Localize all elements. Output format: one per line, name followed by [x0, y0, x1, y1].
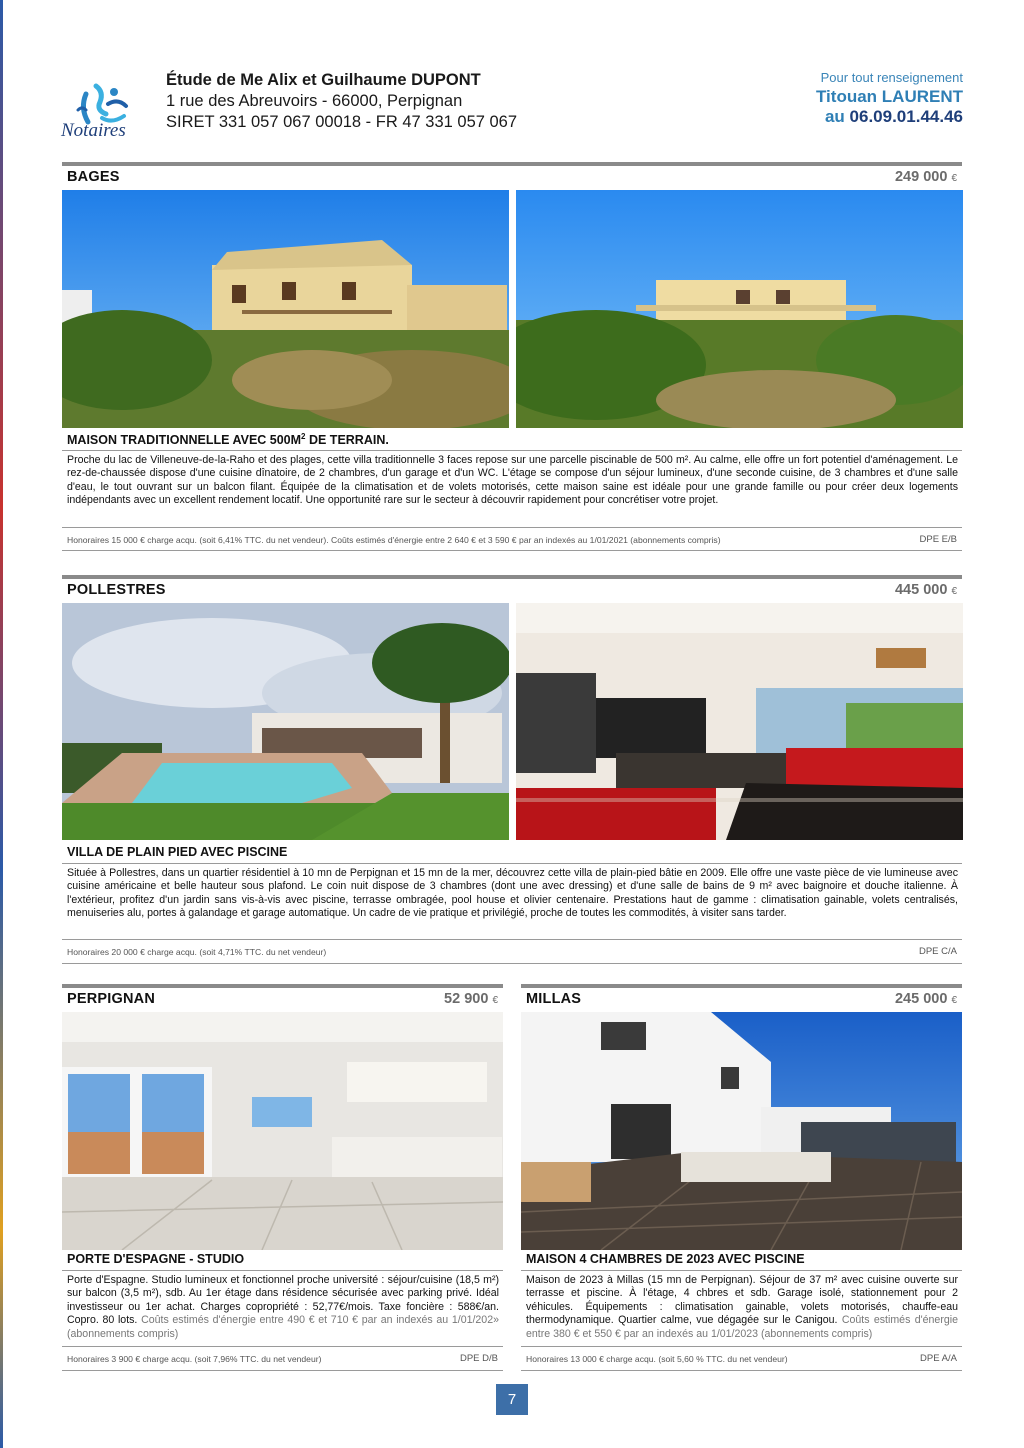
listing-description: Maison de 2023 à Millas (15 mn de Perpignan). Séjour de 37 m² avec cuisine ouverte sur terrasse et piscine. À l'étage, 4 chbres et sdb. Garage isolé, stationnement pour 2 véhicules. Équipements : climatisation gainable, volets motorisés, chauffe-eau thermodynamique. Quartier calme, vue dégagée sur le Canigou. Coûts estimés d'énergie entre 380 € et 550 € par an indexés au 1/01/2023 (abonnements compris)	[526, 1274, 958, 1340]
listing-dpe: DPE E/B	[919, 534, 957, 545]
page-number: 7	[496, 1384, 528, 1415]
office-name: Étude de Me Alix et Guilhaume DUPONT	[166, 71, 481, 89]
listing-pollestres	[62, 575, 962, 965]
listing-city: POLLESTRES	[67, 582, 166, 598]
listing-header-bar	[62, 162, 962, 188]
listing-city: MILLAS	[526, 991, 582, 1007]
page-edge-strip	[0, 0, 3, 1448]
listing-description: Située à Pollestres, dans un quartier résidentiel à 10 mn de Perpignan et 15 mn de la mer, découvrez cette villa de plain-pied bâtie en 2009. Elle offre une vaste pièce de vie lumineuse avec cuisine américaine et belle hauteur sous plafond. Le coin nuit dispose de 3 chambres (dont une avec dressing) et d'une salle de bains de 9 m² avec baignoire et douche italienne. À l'extérieur, profitez d'un jardin sans vis-à-vis avec piscine, terrasse ombragée, pool house et olivier centenaire. Prestations haut de gamme : climatisation gainable, volets centralisés, menuiseries alu, portes à galandage et garage automatique. Un cadre de vie pratique et privilégié, proche de toutes les commodités, à visiter sans tarder.	[67, 867, 958, 920]
property-photo	[516, 603, 963, 840]
listing-title: PORTE D'ESPAGNE - STUDIO	[67, 1252, 245, 1266]
listing-title: MAISON TRADITIONNELLE AVEC $500M^2$ DE TERRAIN.	[67, 432, 389, 448]
title-divider	[62, 1270, 503, 1271]
property-photo	[521, 1012, 962, 1250]
bottom-divider	[62, 550, 962, 551]
listing-city: BAGES	[67, 169, 120, 185]
listing-price: 445 000 €	[894, 582, 957, 598]
listing-city: PERPIGNAN	[67, 991, 156, 1007]
desc-divider	[521, 1346, 962, 1347]
office-info	[166, 70, 517, 133]
contact-box	[816, 70, 963, 127]
bottom-divider	[62, 1370, 503, 1371]
listing-bages	[62, 162, 962, 552]
listing-price: 245 000 €	[894, 991, 957, 1007]
listing-header-bar	[521, 984, 962, 1010]
contact-name: Titouan LAURENT	[815, 87, 963, 106]
contact-label: Pour tout renseignement	[820, 70, 963, 85]
listing-description: Proche du lac de Villeneuve-de-la-Raho et des plages, cette villa traditionnelle 3 faces repose sur une parcelle piscinable de 500 m². Au calme, elle offre un fort potentiel d'aménagement. Le rez-de-chaussée dispose d'une cuisine dînatoire, de 2 chambres, d'un garage et d'un WC. L'étage se compose d'un séjour lumineux, d'une seconde cuisine, de 3 chambres et d'une salle d'eau, le tout ouvrant sur un balcon filant. Équipée de la climatisation et de volets motorisés, cette maison saine est idéale pour une grande famille ou pour créer deux logements indépendants avec un excellent rendement locatif. Une opportunité rare sur le secteur à découvrir rapidement pour concrétiser votre projet.	[67, 454, 958, 507]
contact-phone[interactable]: 06.09.01.44.46	[849, 107, 963, 126]
listing-price: 52 900 €	[444, 991, 498, 1007]
desc-divider	[62, 527, 962, 528]
listing-fees: Honoraires 20 000 € charge acqu. (soit 4,71% TTC. du net vendeur)	[67, 947, 327, 957]
office-address: 1 rue des Abreuvoirs - 66000, Perpignan	[166, 92, 463, 110]
property-photo	[62, 1012, 503, 1250]
bottom-divider	[62, 963, 962, 964]
listing-fees: Honoraires 3 900 € charge acqu. (soit 7,96% TTC. du net vendeur)	[67, 1354, 322, 1364]
listing-dpe: DPE C/A	[918, 946, 957, 957]
listing-title: MAISON 4 CHAMBRES DE 2023 AVEC PISCINE	[526, 1252, 805, 1266]
property-photo	[516, 190, 963, 428]
desc-divider	[62, 939, 962, 940]
listing-perpignan	[62, 984, 503, 1374]
title-divider	[62, 863, 962, 864]
listing-dpe: DPE D/B	[459, 1353, 498, 1364]
logo-wordmark: Notaires	[61, 120, 126, 141]
listing-millas	[521, 984, 962, 1374]
contact-prefix: au	[824, 107, 845, 126]
listing-dpe: DPE A/A	[920, 1353, 957, 1364]
listing-fees: Honoraires 15 000 € charge acqu. (soit 6,41% TTC. du net vendeur). Coûts estimés d'énergie entre 2 640 € et 3 590 € par an indexés au 1/01/2021 (abonnements compris)	[67, 535, 721, 545]
listing-fees: Honoraires 13 000 € charge acqu. (soit 5,60 % TTC. du net vendeur)	[526, 1354, 788, 1364]
property-photo	[62, 190, 509, 428]
title-divider	[521, 1270, 962, 1271]
listing-header-bar	[62, 575, 962, 601]
listing-title: VILLA DE PLAIN PIED AVEC PISCINE	[67, 845, 288, 859]
desc-divider	[62, 1346, 503, 1347]
title-divider	[62, 450, 962, 451]
listing-description: Porte d'Espagne. Studio lumineux et fonctionnel proche université : séjour/cuisine (18,5 m²) sur balcon (3,5 m²), sdb. Au 1er étage dans résidence sécurisée avec parking privé. Idéal investisseur ou 1er achat. Charges copropriété : 52,77€/mois. Taxe foncière : 588€/an. Copro. 80 lots. Coûts estimés d'énergie entre 490 € et 710 € par an indexés au 1/01/202» (abonnements compris)	[67, 1274, 499, 1340]
listing-price: 249 000 €	[894, 169, 957, 185]
bottom-divider	[521, 1370, 962, 1371]
property-photo	[62, 603, 509, 840]
office-siret: SIRET 331 057 067 00018 - FR 47 331 057 067	[166, 113, 518, 131]
contact-phone-line	[816, 107, 963, 127]
listing-header-bar	[62, 984, 503, 1010]
